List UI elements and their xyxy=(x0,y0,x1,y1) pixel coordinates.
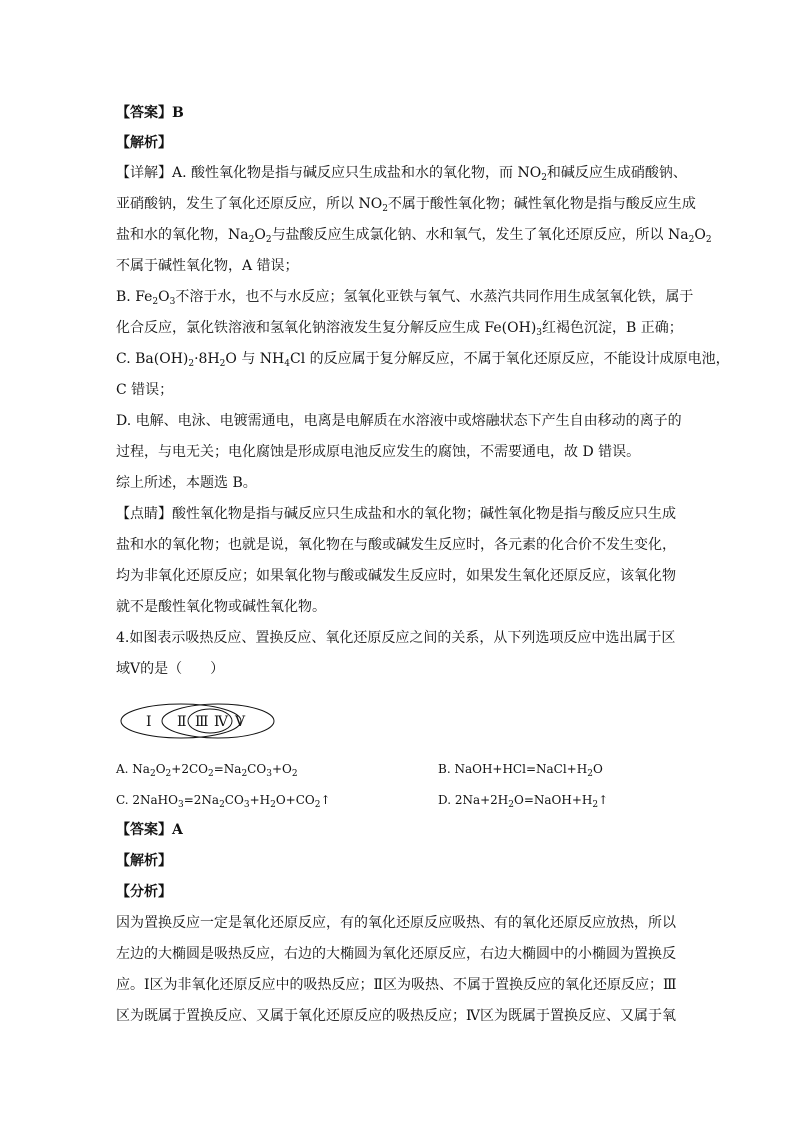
detail-d-line-1: D. 电解、电泳、电镀需通电，电离是电解质在水溶液中或熔融状态下产生自由移动的离子的 xyxy=(116,413,682,429)
question-4-line-1: 4.如图表示吸热反应、置换反应、氧化还原反应之间的关系，从下列选项反应中选出属于区 xyxy=(116,630,676,646)
summary-line: 综上所述，本题选 B。 xyxy=(116,475,257,491)
analysis-label: 【解析】 xyxy=(116,135,172,151)
option-b: B. $NaOH+HCl=NaCl+H_2O$ xyxy=(438,762,603,779)
detail-line-1: 【详解】A. 酸性氧化物是指与碱反应只生成盐和水的氧化物，而 $NO_2$和碱反应生成硝酸钠、 xyxy=(116,165,687,183)
region-3-label: Ⅲ xyxy=(195,714,209,730)
region-1-label: Ⅰ xyxy=(146,714,152,730)
option-a: A. $Na_2O_2+2CO_2=Na_2CO_3+O_2$ xyxy=(116,762,298,779)
detail-line-4: 不属于碱性氧化物，A 错误； xyxy=(116,258,299,274)
venn-diagram xyxy=(118,695,278,747)
q4-fenxi-label: 【分析】 xyxy=(116,884,172,900)
detail-c-line-1: C. $Ba(OH)_2\cdot 8H_2O$ 与 $NH_4Cl$ 的反应属于复分解反应，不属于氧化还原反应，不能设计成原电池， xyxy=(116,351,730,369)
option-d: D. $2Na+2H_2O=NaOH+H_2↑$ xyxy=(438,793,609,810)
tip-line-4: 就不是酸性氧化物或碱性氧化物。 xyxy=(116,599,326,615)
q4-answer-label: 【答案】A xyxy=(116,822,183,838)
explanation-line-2: 左边的大椭圆是吸热反应，右边的大椭圆为氧化还原反应，右边大椭圆中的小椭圆为置换反 xyxy=(116,946,676,962)
explanation-line-1: 因为置换反应一定是氧化还原反应，有的氧化还原反应吸热、有的氧化还原反应放热，所以 xyxy=(116,915,676,931)
detail-b-line-1: B. $Fe_2O_3$不溶于水，也不与水反应；氢氧化亚铁与氧气、水蒸汽共同作用生成氢氧化铁，属于 xyxy=(116,289,694,307)
tip-line-2: 盐和水的氧化物；也就是说，氧化物在与酸或碱发生反应时，各元素的化合价不发生变化， xyxy=(116,537,676,553)
detail-line-2: 亚硝酸钠，发生了氧化还原反应，所以 $NO_2$不属于酸性氧化物；碱性氧化物是指与酸反应生成 xyxy=(116,196,696,214)
region-5-label: Ⅴ xyxy=(235,714,246,730)
detail-b-line-2: 化合反应，氯化铁溶液和氢氧化钠溶液发生复分解反应生成 $Fe(OH)_3$红褐色沉淀，B 正确； xyxy=(116,320,683,338)
tip-line-3: 均为非氧化还原反应；如果氧化物与酸或碱发生反应时，如果发生氧化还原反应，该氧化物 xyxy=(116,568,676,584)
question-4-line-2: 域Ⅴ的是（ ） xyxy=(116,661,225,677)
region-2-label: Ⅱ xyxy=(177,714,187,730)
explanation-line-3: 应。Ⅰ区为非氧化还原反应中的吸热反应；Ⅱ区为吸热、不属于置换反应的氧化还原反应；Ⅲ xyxy=(116,977,677,993)
option-c: C. $2NaHO_3=2Na_2CO_3+H_2O+CO_2↑$ xyxy=(116,793,331,810)
region-4-label: Ⅳ xyxy=(214,714,228,730)
q4-analysis-label: 【解析】 xyxy=(116,853,172,869)
detail-d-line-2: 过程，与电无关；电化腐蚀是形成原电池反应发生的腐蚀，不需要通电，故 D 错误。 xyxy=(116,444,641,460)
detail-line-3: 盐和水的氧化物，$Na_2O_2$与盐酸反应生成氯化钠、水和氧气，发生了氧化还原反应，所以 $Na_2O_2$ xyxy=(116,227,712,245)
tip-line-1: 【点睛】酸性氧化物是指与碱反应只生成盐和水的氧化物；碱性氧化物是指与酸反应只生成 xyxy=(116,506,676,522)
explanation-line-4: 区为既属于置换反应、又属于氧化还原反应的吸热反应；Ⅳ区为既属于置换反应、又属于氧 xyxy=(116,1008,676,1024)
answer-label: 【答案】B xyxy=(116,105,184,121)
detail-c-line-2: C 错误； xyxy=(116,382,174,398)
